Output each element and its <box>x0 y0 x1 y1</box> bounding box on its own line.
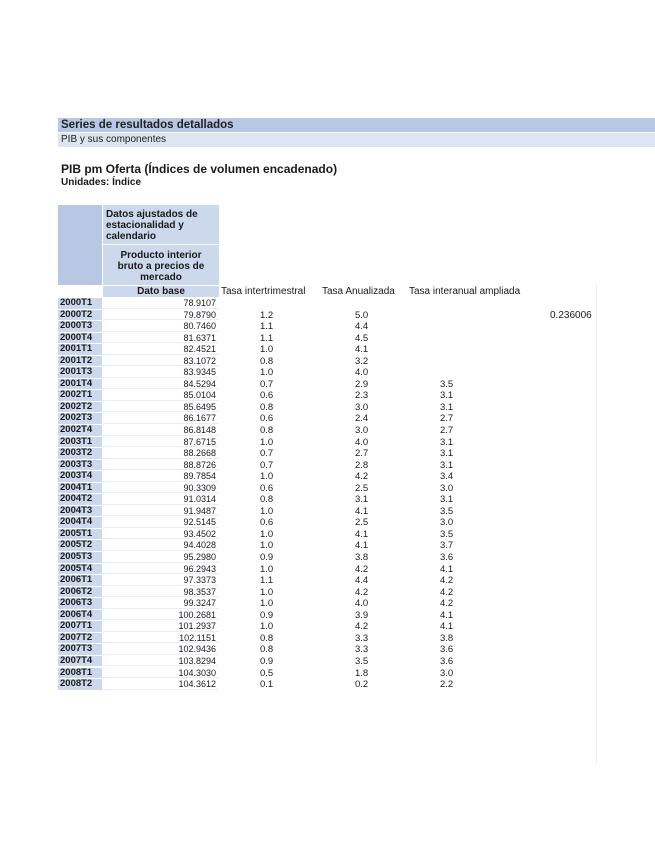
cell-annualized: 4.0 <box>355 598 369 610</box>
table-row <box>58 517 655 529</box>
row-label: 2004T2 <box>58 494 102 505</box>
table-row <box>58 321 655 333</box>
cell-quarterly: 0.8 <box>260 425 274 437</box>
table-row <box>58 437 655 449</box>
cell-base: 103.8294 <box>103 656 219 667</box>
cell-annualized: 4.4 <box>355 575 369 587</box>
cell-base: 90.3309 <box>103 483 219 494</box>
cell-quarterly: 1.0 <box>260 598 274 610</box>
cell-annualized: 3.8 <box>355 552 369 564</box>
row-label: 2006T4 <box>58 610 102 621</box>
table-row <box>58 494 655 506</box>
row-label: 2002T4 <box>58 425 102 436</box>
cell-base: 95.2980 <box>103 552 219 563</box>
header-group-label: Datos ajustados de estacionalidad y calendario <box>103 205 219 244</box>
cell-annualized: 3.3 <box>355 632 369 644</box>
table-row <box>58 506 655 518</box>
cell-base: 99.3247 <box>103 598 219 609</box>
cell-quarterly: 1.0 <box>260 621 274 633</box>
cell-annualized: 4.1 <box>355 505 369 517</box>
cell-interannual: 3.1 <box>440 494 454 506</box>
cell-interannual: 3.5 <box>440 528 454 540</box>
cell-base: 92.5145 <box>103 517 219 528</box>
cell-annualized: 2.9 <box>355 378 369 390</box>
table-row <box>58 471 655 483</box>
cell-base: 96.2943 <box>103 564 219 575</box>
cell-annualized: 4.5 <box>355 332 369 344</box>
row-label: 2006T2 <box>58 587 102 598</box>
cell-annualized: 2.7 <box>355 448 369 460</box>
cell-annualized: 2.5 <box>355 517 369 529</box>
row-label: 2001T3 <box>58 367 102 378</box>
cell-base: 93.4502 <box>103 529 219 540</box>
cell-annualized: 4.2 <box>355 621 369 633</box>
table-row <box>58 633 655 645</box>
cell-quarterly: 0.8 <box>260 355 274 367</box>
table-row <box>58 298 655 310</box>
cell-quarterly: 1.1 <box>260 332 274 344</box>
cell-annualized: 5.0 <box>355 309 369 321</box>
table-row <box>58 679 655 691</box>
cell-interannual: 4.1 <box>440 563 454 575</box>
cell-quarterly: 1.0 <box>260 436 274 448</box>
row-label: 2002T2 <box>58 402 102 413</box>
cell-base: 94.4028 <box>103 540 219 551</box>
cell-base: 97.3373 <box>103 575 219 586</box>
row-label: 2001T2 <box>58 356 102 367</box>
row-label: 2005T1 <box>58 529 102 540</box>
cell-annualized: 4.2 <box>355 586 369 598</box>
cell-quarterly: 0.6 <box>260 482 274 494</box>
row-label: 2003T3 <box>58 460 102 471</box>
header-series-label: Producto interior bruto a precios de mercado <box>103 245 219 285</box>
cell-quarterly: 0.6 <box>260 413 274 425</box>
section-band-title: Series de resultados detallados <box>58 118 655 132</box>
cell-base: 91.0314 <box>103 494 219 505</box>
cell-annualized: 4.0 <box>355 436 369 448</box>
cell-extra-value: 0.236006 <box>550 309 592 321</box>
cell-interannual: 3.1 <box>440 448 454 460</box>
section-band-subtitle: PIB y sus componentes <box>58 133 655 147</box>
cell-base: 86.8148 <box>103 425 219 436</box>
row-label: 2005T3 <box>58 552 102 563</box>
cell-quarterly: 0.5 <box>260 667 274 679</box>
cell-interannual: 4.2 <box>440 586 454 598</box>
row-label: 2000T2 <box>58 310 102 321</box>
cell-annualized: 2.8 <box>355 459 369 471</box>
units-label: Unidades: Índice <box>61 177 142 188</box>
cell-interannual: 4.2 <box>440 598 454 610</box>
cell-base: 102.1151 <box>103 633 219 644</box>
cell-quarterly: 0.7 <box>260 459 274 471</box>
cell-interannual: 3.4 <box>440 471 454 483</box>
table-row <box>58 529 655 541</box>
row-label: 2004T3 <box>58 506 102 517</box>
row-label: 2006T1 <box>58 575 102 586</box>
cell-base: 102.9436 <box>103 644 219 655</box>
cell-base: 87.6715 <box>103 437 219 448</box>
cell-quarterly: 0.9 <box>260 609 274 621</box>
table-row <box>58 483 655 495</box>
cell-annualized: 3.2 <box>355 355 369 367</box>
cell-annualized: 3.5 <box>355 655 369 667</box>
cell-annualized: 3.0 <box>355 425 369 437</box>
cell-base: 80.7460 <box>103 321 219 332</box>
cell-interannual: 3.0 <box>440 667 454 679</box>
cell-interannual: 3.5 <box>440 505 454 517</box>
cell-base: 104.3030 <box>103 668 219 679</box>
cell-quarterly: 1.0 <box>260 586 274 598</box>
cell-base: 78.9107 <box>103 298 219 309</box>
row-label: 2002T1 <box>58 390 102 401</box>
cell-annualized: 3.9 <box>355 609 369 621</box>
cell-annualized: 4.2 <box>355 471 369 483</box>
header-col-annualized: Tasa Anualizada <box>322 286 395 297</box>
cell-quarterly: 0.1 <box>260 679 274 691</box>
cell-quarterly: 0.8 <box>260 401 274 413</box>
row-label: 2002T3 <box>58 413 102 424</box>
cell-interannual: 3.1 <box>440 401 454 413</box>
data-table <box>58 298 655 691</box>
cell-base: 89.7854 <box>103 471 219 482</box>
cell-interannual: 4.1 <box>440 609 454 621</box>
table-row <box>58 644 655 656</box>
row-label: 2007T1 <box>58 621 102 632</box>
row-label: 2001T4 <box>58 379 102 390</box>
row-label: 2003T1 <box>58 437 102 448</box>
table-row <box>58 610 655 622</box>
cell-annualized: 4.1 <box>355 540 369 552</box>
table-row <box>58 344 655 356</box>
table-row <box>58 310 655 322</box>
table-row <box>58 379 655 391</box>
cell-quarterly: 0.8 <box>260 644 274 656</box>
table-row <box>58 390 655 402</box>
header-col-quarterly: Tasa intertrimestral <box>221 286 306 297</box>
cell-annualized: 4.1 <box>355 528 369 540</box>
cell-interannual: 2.7 <box>440 413 454 425</box>
cell-quarterly: 1.0 <box>260 528 274 540</box>
cell-base: 98.3537 <box>103 587 219 598</box>
row-label: 2005T2 <box>58 540 102 551</box>
cell-quarterly: 0.8 <box>260 494 274 506</box>
cell-interannual: 3.0 <box>440 517 454 529</box>
cell-base: 81.6371 <box>103 333 219 344</box>
cell-base: 85.6495 <box>103 402 219 413</box>
table-row <box>58 356 655 368</box>
cell-annualized: 3.0 <box>355 401 369 413</box>
cell-quarterly: 0.9 <box>260 655 274 667</box>
cell-base: 86.1677 <box>103 413 219 424</box>
row-label: 2007T3 <box>58 644 102 655</box>
cell-quarterly: 1.1 <box>260 321 274 333</box>
cell-interannual: 3.0 <box>440 482 454 494</box>
table-row <box>58 367 655 379</box>
row-label: 2007T2 <box>58 633 102 644</box>
cell-quarterly: 1.0 <box>260 505 274 517</box>
cell-annualized: 0.2 <box>355 679 369 691</box>
cell-annualized: 4.2 <box>355 563 369 575</box>
row-label: 2003T2 <box>58 448 102 459</box>
table-row <box>58 656 655 668</box>
table-row <box>58 402 655 414</box>
cell-base: 85.0104 <box>103 390 219 401</box>
cell-annualized: 2.3 <box>355 390 369 402</box>
cell-interannual: 4.2 <box>440 575 454 587</box>
cell-base: 100.2681 <box>103 610 219 621</box>
cell-quarterly: 1.2 <box>260 309 274 321</box>
row-label: 2006T3 <box>58 598 102 609</box>
table-row <box>58 587 655 599</box>
cell-base: 88.2668 <box>103 448 219 459</box>
cell-base: 88.8726 <box>103 460 219 471</box>
table-row <box>58 621 655 633</box>
cell-interannual: 2.7 <box>440 425 454 437</box>
table-row <box>58 460 655 472</box>
cell-quarterly: 1.1 <box>260 575 274 587</box>
cell-quarterly: 0.7 <box>260 448 274 460</box>
row-label: 2000T3 <box>58 321 102 332</box>
cell-interannual: 3.6 <box>440 655 454 667</box>
table-row <box>58 668 655 680</box>
cell-base: 104.3612 <box>103 679 219 690</box>
cell-interannual: 2.2 <box>440 679 454 691</box>
table-row <box>58 575 655 587</box>
cell-interannual: 4.1 <box>440 621 454 633</box>
header-col-interannual: Tasa interanual ampliada <box>409 286 521 297</box>
cell-quarterly: 1.0 <box>260 540 274 552</box>
table-row <box>58 564 655 576</box>
cell-base: 84.5294 <box>103 379 219 390</box>
cell-annualized: 4.0 <box>355 367 369 379</box>
page-title: PIB pm Oferta (Índices de volumen encadenado) <box>61 162 338 176</box>
header-col-base: Dato base <box>103 286 219 297</box>
cell-base: 91.9487 <box>103 506 219 517</box>
cell-interannual: 3.1 <box>440 459 454 471</box>
cell-interannual: 3.5 <box>440 378 454 390</box>
table-row <box>58 540 655 552</box>
table-row <box>58 413 655 425</box>
row-label: 2004T4 <box>58 517 102 528</box>
cell-annualized: 2.4 <box>355 413 369 425</box>
cell-quarterly: 1.0 <box>260 367 274 379</box>
cell-quarterly: 0.6 <box>260 517 274 529</box>
cell-base: 82.4521 <box>103 344 219 355</box>
table-row <box>58 333 655 345</box>
cell-quarterly: 1.0 <box>260 344 274 356</box>
cell-base: 101.2937 <box>103 621 219 632</box>
table-row <box>58 425 655 437</box>
cell-annualized: 3.1 <box>355 494 369 506</box>
cell-annualized: 4.1 <box>355 344 369 356</box>
cell-annualized: 2.5 <box>355 482 369 494</box>
cell-base: 79.8790 <box>103 310 219 321</box>
cell-base: 83.1072 <box>103 356 219 367</box>
cell-annualized: 4.4 <box>355 321 369 333</box>
cell-interannual: 3.6 <box>440 552 454 564</box>
cell-interannual: 3.6 <box>440 644 454 656</box>
cell-quarterly: 0.6 <box>260 390 274 402</box>
cell-quarterly: 1.0 <box>260 471 274 483</box>
row-label: 2005T4 <box>58 564 102 575</box>
cell-base: 83.9345 <box>103 367 219 378</box>
cell-annualized: 1.8 <box>355 667 369 679</box>
cell-quarterly: 1.0 <box>260 563 274 575</box>
row-label: 2000T4 <box>58 333 102 344</box>
header-label-spacer <box>58 205 102 285</box>
row-label: 2007T4 <box>58 656 102 667</box>
table-row <box>58 598 655 610</box>
cell-interannual: 3.1 <box>440 390 454 402</box>
cell-quarterly: 0.7 <box>260 378 274 390</box>
row-label: 2003T4 <box>58 471 102 482</box>
cell-quarterly: 0.8 <box>260 632 274 644</box>
row-label: 2008T1 <box>58 668 102 679</box>
cell-interannual: 3.8 <box>440 632 454 644</box>
row-label: 2004T1 <box>58 483 102 494</box>
row-label: 2000T1 <box>58 298 102 309</box>
cell-quarterly: 0.9 <box>260 552 274 564</box>
cell-annualized: 3.3 <box>355 644 369 656</box>
table-row <box>58 448 655 460</box>
cell-interannual: 3.7 <box>440 540 454 552</box>
row-label: 2001T1 <box>58 344 102 355</box>
row-label: 2008T2 <box>58 679 102 690</box>
cell-interannual: 3.1 <box>440 436 454 448</box>
table-row <box>58 552 655 564</box>
